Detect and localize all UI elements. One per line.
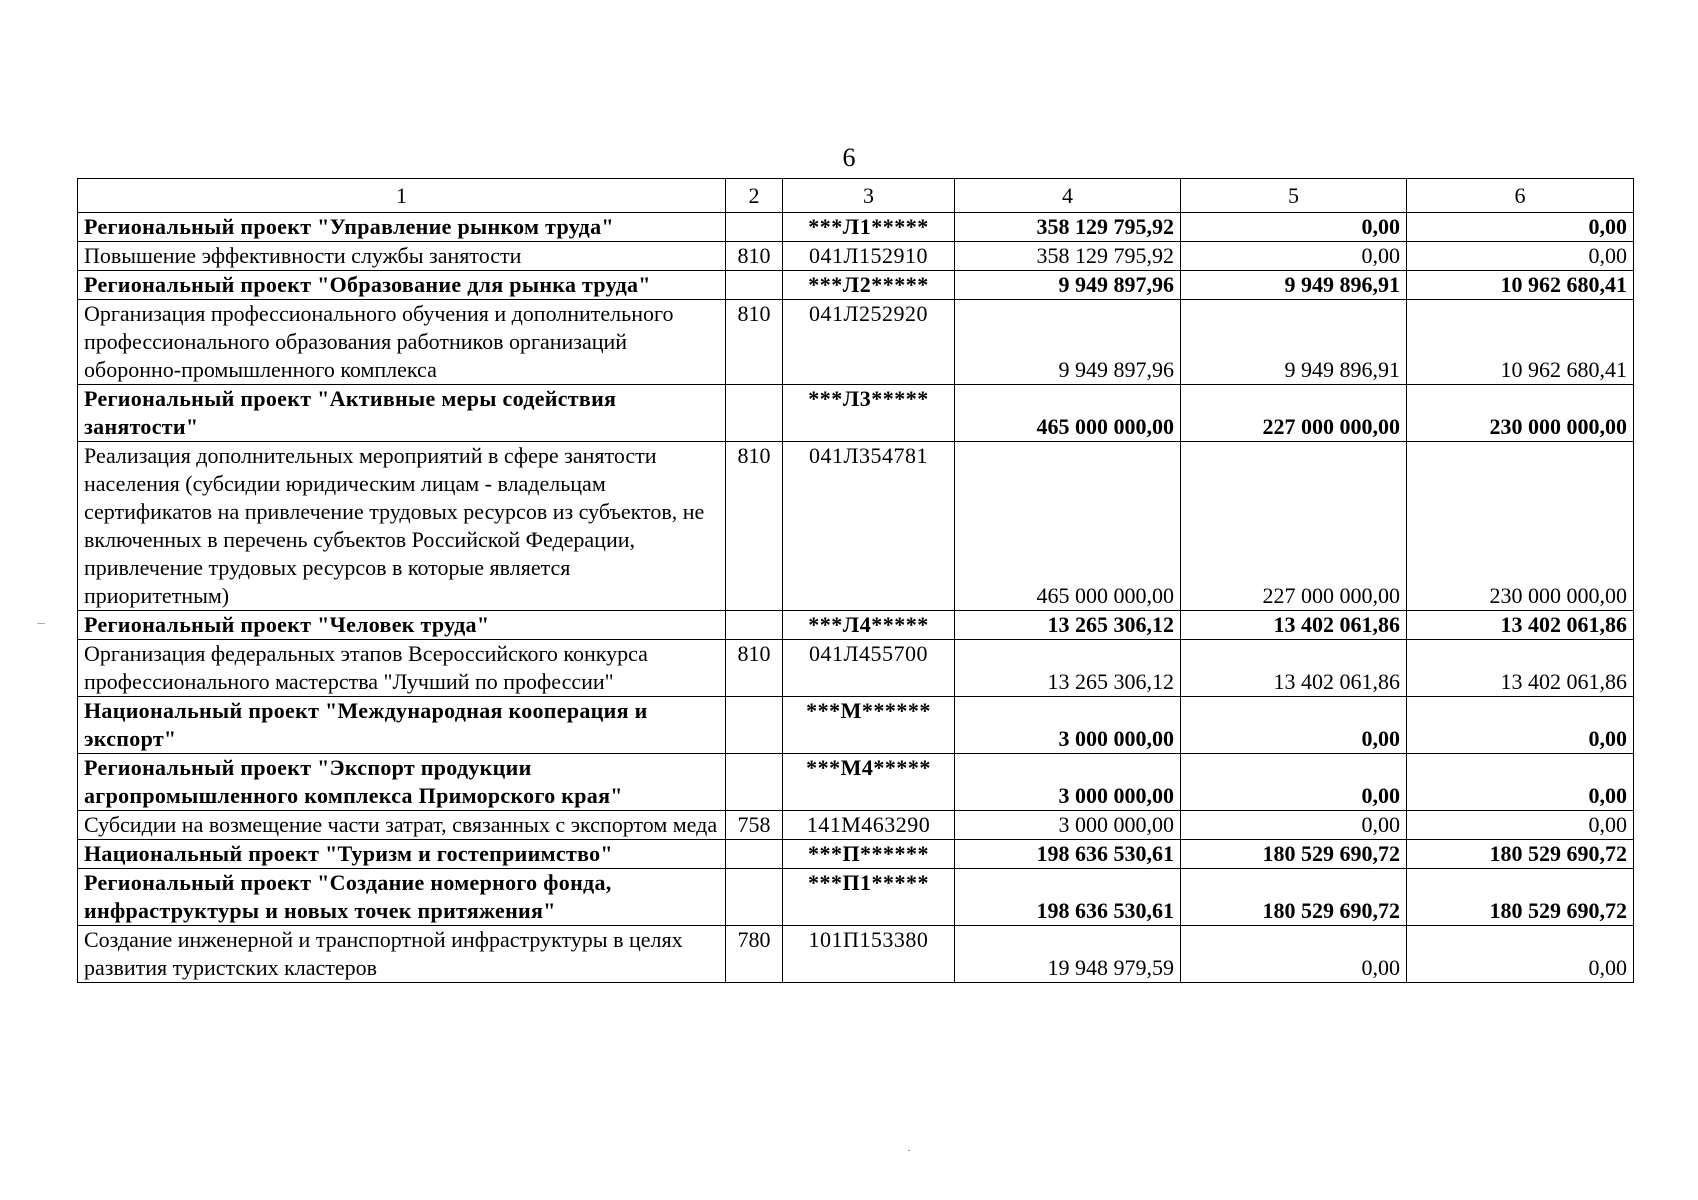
row-name-cell: Региональный проект "Создание номерного фонда, инфраструктуры и новых точек притяжения" [78, 869, 726, 926]
row-value-2-cell: 13 402 061,86 [1181, 611, 1407, 640]
row-value-1-cell: 3 000 000,00 [955, 697, 1181, 754]
row-value-3-cell: 10 962 680,41 [1407, 300, 1634, 385]
row-value-1-cell: 465 000 000,00 [955, 385, 1181, 442]
scan-artifact-dot [908, 1150, 910, 1151]
row-name-cell: Организация профессионального обучения и дополнительного профессионального образования работников организаций оборонно-промышленного комплекса [78, 300, 726, 385]
row-name-cell: Повышение эффективности службы занятости [78, 242, 726, 271]
row-csr-cell: 041Л252920 [783, 300, 955, 385]
row-value-3-cell: 180 529 690,72 [1407, 840, 1634, 869]
project-row [78, 697, 1634, 754]
row-code-cell: 758 [726, 811, 783, 840]
row-csr-cell: 041Л455700 [783, 640, 955, 697]
row-name-cell: Региональный проект "Управление рынком труда" [78, 213, 726, 242]
row-value-2-cell: 0,00 [1181, 754, 1407, 811]
row-code-cell [726, 869, 783, 926]
table-row [78, 640, 1634, 697]
project-row [78, 754, 1634, 811]
row-value-3-cell: 0,00 [1407, 697, 1634, 754]
row-value-2-cell: 0,00 [1181, 213, 1407, 242]
row-code-cell: 810 [726, 442, 783, 611]
row-value-2-cell: 9 949 896,91 [1181, 271, 1407, 300]
table-row [78, 811, 1634, 840]
table-row [78, 926, 1634, 983]
table-row [78, 300, 1634, 385]
row-code-cell [726, 840, 783, 869]
row-code-cell [726, 697, 783, 754]
row-value-1-cell: 13 265 306,12 [955, 640, 1181, 697]
row-code-cell [726, 213, 783, 242]
row-csr-cell: ***П****** [783, 840, 955, 869]
row-csr-cell: ***Л2***** [783, 271, 955, 300]
row-value-2-cell: 227 000 000,00 [1181, 385, 1407, 442]
row-code-cell [726, 385, 783, 442]
row-csr-cell: ***Л1***** [783, 213, 955, 242]
row-value-3-cell: 230 000 000,00 [1407, 442, 1634, 611]
row-csr-cell: 101П153380 [783, 926, 955, 983]
row-name-cell: Организация федеральных этапов Всероссийского конкурса профессионального мастерства "Лучший по профессии" [78, 640, 726, 697]
row-value-2-cell: 0,00 [1181, 811, 1407, 840]
row-value-3-cell: 0,00 [1407, 213, 1634, 242]
row-value-1-cell: 13 265 306,12 [955, 611, 1181, 640]
row-value-1-cell: 3 000 000,00 [955, 811, 1181, 840]
row-value-1-cell: 358 129 795,92 [955, 242, 1181, 271]
project-row [78, 840, 1634, 869]
row-value-1-cell: 465 000 000,00 [955, 442, 1181, 611]
row-csr-cell: ***Л4***** [783, 611, 955, 640]
row-value-3-cell: 0,00 [1407, 754, 1634, 811]
row-code-cell: 780 [726, 926, 783, 983]
column-header-2: 2 [726, 179, 783, 213]
row-value-3-cell: 13 402 061,86 [1407, 611, 1634, 640]
scan-artifact-mark [37, 623, 45, 624]
row-value-3-cell: 0,00 [1407, 811, 1634, 840]
column-header-3: 3 [783, 179, 955, 213]
row-value-3-cell: 0,00 [1407, 926, 1634, 983]
row-name-cell: Региональный проект "Человек труда" [78, 611, 726, 640]
row-value-1-cell: 19 948 979,59 [955, 926, 1181, 983]
row-value-2-cell: 180 529 690,72 [1181, 869, 1407, 926]
budget-table [77, 178, 1634, 983]
column-header-6: 6 [1407, 179, 1634, 213]
row-csr-cell: ***Л3***** [783, 385, 955, 442]
row-value-1-cell: 3 000 000,00 [955, 754, 1181, 811]
row-csr-cell: ***М4***** [783, 754, 955, 811]
row-value-1-cell: 9 949 897,96 [955, 271, 1181, 300]
row-value-1-cell: 358 129 795,92 [955, 213, 1181, 242]
row-value-2-cell: 0,00 [1181, 697, 1407, 754]
row-value-2-cell: 227 000 000,00 [1181, 442, 1407, 611]
table-row [78, 242, 1634, 271]
project-row [78, 611, 1634, 640]
row-value-1-cell: 198 636 530,61 [955, 840, 1181, 869]
row-name-cell: Национальный проект "Туризм и гостеприимство" [78, 840, 726, 869]
row-value-1-cell: 9 949 897,96 [955, 300, 1181, 385]
row-value-2-cell: 9 949 896,91 [1181, 300, 1407, 385]
column-header-1: 1 [78, 179, 726, 213]
row-value-1-cell: 198 636 530,61 [955, 869, 1181, 926]
row-name-cell: Региональный проект "Образование для рынка труда" [78, 271, 726, 300]
row-name-cell: Региональный проект "Активные меры содействия занятости" [78, 385, 726, 442]
row-code-cell [726, 271, 783, 300]
page-number: 6 [842, 143, 856, 172]
row-value-2-cell: 0,00 [1181, 926, 1407, 983]
project-row [78, 213, 1634, 242]
row-value-3-cell: 10 962 680,41 [1407, 271, 1634, 300]
row-code-cell: 810 [726, 640, 783, 697]
project-row [78, 385, 1634, 442]
row-csr-cell: ***П1***** [783, 869, 955, 926]
row-name-cell: Реализация дополнительных мероприятий в сфере занятости населения (субсидии юридическим лицам - владельцам сертификатов на привлечение трудовых ресурсов из субъектов, не включенных в перечень субъектов Российской Федерации, привлечение трудовых ресурсов в которые является приоритетным) [78, 442, 726, 611]
table-header-row [78, 179, 1634, 213]
row-name-cell: Национальный проект "Международная кооперация и экспорт" [78, 697, 726, 754]
row-value-3-cell: 0,00 [1407, 242, 1634, 271]
row-value-2-cell: 13 402 061,86 [1181, 640, 1407, 697]
row-csr-cell: 041Л354781 [783, 442, 955, 611]
row-name-cell: Региональный проект "Экспорт продукции агропромышленного комплекса Приморского края" [78, 754, 726, 811]
row-csr-cell: 041Л152910 [783, 242, 955, 271]
row-value-2-cell: 180 529 690,72 [1181, 840, 1407, 869]
row-csr-cell: 141М463290 [783, 811, 955, 840]
row-code-cell: 810 [726, 300, 783, 385]
row-code-cell [726, 611, 783, 640]
row-name-cell: Субсидии на возмещение части затрат, связанных с экспортом меда [78, 811, 726, 840]
column-header-5: 5 [1181, 179, 1407, 213]
row-code-cell: 810 [726, 242, 783, 271]
row-value-2-cell: 0,00 [1181, 242, 1407, 271]
row-name-cell: Создание инженерной и транспортной инфраструктуры в целях развития туристских кластеров [78, 926, 726, 983]
table-row [78, 442, 1634, 611]
row-csr-cell: ***М****** [783, 697, 955, 754]
row-code-cell [726, 754, 783, 811]
row-value-3-cell: 13 402 061,86 [1407, 640, 1634, 697]
project-row [78, 271, 1634, 300]
row-value-3-cell: 180 529 690,72 [1407, 869, 1634, 926]
project-row [78, 869, 1634, 926]
column-header-4: 4 [955, 179, 1181, 213]
row-value-3-cell: 230 000 000,00 [1407, 385, 1634, 442]
